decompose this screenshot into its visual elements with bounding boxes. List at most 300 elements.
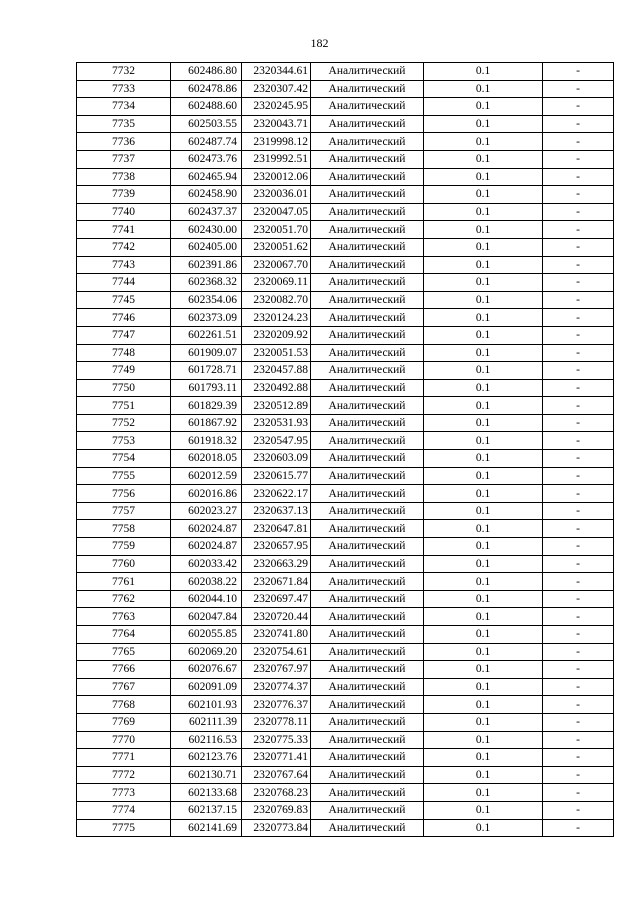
- method-cell: Аналитический: [311, 326, 424, 344]
- x-coordinate-cell: 602487.74: [171, 133, 242, 151]
- note-cell: -: [543, 256, 614, 274]
- accuracy-cell: 0.1: [424, 326, 543, 344]
- x-coordinate-cell: 601867.92: [171, 414, 242, 432]
- method-cell: Аналитический: [311, 450, 424, 468]
- table-row: [77, 274, 614, 292]
- table-row: [77, 63, 614, 81]
- table-row: [77, 766, 614, 784]
- note-cell: -: [543, 115, 614, 133]
- accuracy-cell: 0.1: [424, 63, 543, 81]
- table-row: [77, 819, 614, 837]
- accuracy-cell: 0.1: [424, 414, 543, 432]
- y-coordinate-cell: 2320657.95: [242, 538, 311, 556]
- table-row: [77, 485, 614, 503]
- point-number-cell: 7734: [77, 98, 171, 116]
- point-number-cell: 7774: [77, 801, 171, 819]
- method-cell: Аналитический: [311, 186, 424, 204]
- accuracy-cell: 0.1: [424, 362, 543, 380]
- note-cell: -: [543, 414, 614, 432]
- note-cell: -: [543, 555, 614, 573]
- x-coordinate-cell: 602024.87: [171, 520, 242, 538]
- note-cell: -: [543, 203, 614, 221]
- accuracy-cell: 0.1: [424, 626, 543, 644]
- method-cell: Аналитический: [311, 432, 424, 450]
- x-coordinate-cell: 602373.09: [171, 309, 242, 327]
- x-coordinate-cell: 602473.76: [171, 150, 242, 168]
- point-number-cell: 7743: [77, 256, 171, 274]
- point-number-cell: 7765: [77, 643, 171, 661]
- point-number-cell: 7751: [77, 397, 171, 415]
- note-cell: -: [543, 150, 614, 168]
- method-cell: Аналитический: [311, 397, 424, 415]
- point-number-cell: 7733: [77, 80, 171, 98]
- y-coordinate-cell: 2320776.37: [242, 696, 311, 714]
- note-cell: -: [543, 538, 614, 556]
- method-cell: Аналитический: [311, 467, 424, 485]
- x-coordinate-cell: 602465.94: [171, 168, 242, 186]
- y-coordinate-cell: 2320663.29: [242, 555, 311, 573]
- x-coordinate-cell: 602033.42: [171, 555, 242, 573]
- x-coordinate-cell: 602111.39: [171, 713, 242, 731]
- table-row: [77, 678, 614, 696]
- x-coordinate-cell: 602123.76: [171, 749, 242, 767]
- method-cell: Аналитический: [311, 819, 424, 837]
- point-number-cell: 7766: [77, 661, 171, 679]
- note-cell: -: [543, 168, 614, 186]
- point-number-cell: 7756: [77, 485, 171, 503]
- point-number-cell: 7754: [77, 450, 171, 468]
- x-coordinate-cell: 602016.86: [171, 485, 242, 503]
- y-coordinate-cell: 2319992.51: [242, 150, 311, 168]
- accuracy-cell: 0.1: [424, 150, 543, 168]
- accuracy-cell: 0.1: [424, 115, 543, 133]
- note-cell: -: [543, 643, 614, 661]
- point-number-cell: 7737: [77, 150, 171, 168]
- y-coordinate-cell: 2320051.62: [242, 238, 311, 256]
- method-cell: Аналитический: [311, 678, 424, 696]
- y-coordinate-cell: 2320067.70: [242, 256, 311, 274]
- x-coordinate-cell: 602368.32: [171, 274, 242, 292]
- accuracy-cell: 0.1: [424, 590, 543, 608]
- point-number-cell: 7757: [77, 502, 171, 520]
- x-coordinate-cell: 602137.15: [171, 801, 242, 819]
- table-row: [77, 80, 614, 98]
- x-coordinate-cell: 602133.68: [171, 784, 242, 802]
- method-cell: Аналитический: [311, 766, 424, 784]
- method-cell: Аналитический: [311, 485, 424, 503]
- accuracy-cell: 0.1: [424, 238, 543, 256]
- accuracy-cell: 0.1: [424, 309, 543, 327]
- note-cell: -: [543, 819, 614, 837]
- table-row: [77, 661, 614, 679]
- y-coordinate-cell: 2320043.71: [242, 115, 311, 133]
- accuracy-cell: 0.1: [424, 784, 543, 802]
- x-coordinate-cell: 602116.53: [171, 731, 242, 749]
- accuracy-cell: 0.1: [424, 450, 543, 468]
- x-coordinate-cell: 602091.09: [171, 678, 242, 696]
- accuracy-cell: 0.1: [424, 608, 543, 626]
- point-number-cell: 7753: [77, 432, 171, 450]
- note-cell: -: [543, 397, 614, 415]
- point-number-cell: 7773: [77, 784, 171, 802]
- accuracy-cell: 0.1: [424, 538, 543, 556]
- method-cell: Аналитический: [311, 256, 424, 274]
- note-cell: -: [543, 63, 614, 81]
- y-coordinate-cell: 2320741.80: [242, 626, 311, 644]
- y-coordinate-cell: 2320492.88: [242, 379, 311, 397]
- accuracy-cell: 0.1: [424, 186, 543, 204]
- x-coordinate-cell: 602047.84: [171, 608, 242, 626]
- accuracy-cell: 0.1: [424, 379, 543, 397]
- x-coordinate-cell: 602437.37: [171, 203, 242, 221]
- x-coordinate-cell: 601728.71: [171, 362, 242, 380]
- table-row: [77, 326, 614, 344]
- x-coordinate-cell: 602076.67: [171, 661, 242, 679]
- accuracy-cell: 0.1: [424, 397, 543, 415]
- y-coordinate-cell: 2320051.70: [242, 221, 311, 239]
- point-number-cell: 7742: [77, 238, 171, 256]
- note-cell: -: [543, 485, 614, 503]
- y-coordinate-cell: 2320547.95: [242, 432, 311, 450]
- y-coordinate-cell: 2320082.70: [242, 291, 311, 309]
- point-number-cell: 7755: [77, 467, 171, 485]
- point-number-cell: 7770: [77, 731, 171, 749]
- accuracy-cell: 0.1: [424, 203, 543, 221]
- method-cell: Аналитический: [311, 221, 424, 239]
- y-coordinate-cell: 2320245.95: [242, 98, 311, 116]
- point-number-cell: 7759: [77, 538, 171, 556]
- x-coordinate-cell: 602024.87: [171, 538, 242, 556]
- point-number-cell: 7758: [77, 520, 171, 538]
- note-cell: -: [543, 362, 614, 380]
- method-cell: Аналитический: [311, 696, 424, 714]
- accuracy-cell: 0.1: [424, 555, 543, 573]
- x-coordinate-cell: 602018.05: [171, 450, 242, 468]
- y-coordinate-cell: 2320344.61: [242, 63, 311, 81]
- method-cell: Аналитический: [311, 502, 424, 520]
- method-cell: Аналитический: [311, 520, 424, 538]
- point-number-cell: 7775: [77, 819, 171, 837]
- method-cell: Аналитический: [311, 626, 424, 644]
- table-row: [77, 98, 614, 116]
- x-coordinate-cell: 602012.59: [171, 467, 242, 485]
- accuracy-cell: 0.1: [424, 801, 543, 819]
- accuracy-cell: 0.1: [424, 661, 543, 679]
- note-cell: -: [543, 713, 614, 731]
- y-coordinate-cell: 2320697.47: [242, 590, 311, 608]
- accuracy-cell: 0.1: [424, 133, 543, 151]
- note-cell: -: [543, 221, 614, 239]
- accuracy-cell: 0.1: [424, 168, 543, 186]
- accuracy-cell: 0.1: [424, 573, 543, 591]
- y-coordinate-cell: 2320775.33: [242, 731, 311, 749]
- point-number-cell: 7738: [77, 168, 171, 186]
- x-coordinate-cell: 602038.22: [171, 573, 242, 591]
- x-coordinate-cell: 602430.00: [171, 221, 242, 239]
- method-cell: Аналитический: [311, 573, 424, 591]
- method-cell: Аналитический: [311, 784, 424, 802]
- table-row: [77, 186, 614, 204]
- x-coordinate-cell: 602023.27: [171, 502, 242, 520]
- point-number-cell: 7750: [77, 379, 171, 397]
- point-number-cell: 7772: [77, 766, 171, 784]
- y-coordinate-cell: 2320047.05: [242, 203, 311, 221]
- y-coordinate-cell: 2320036.01: [242, 186, 311, 204]
- note-cell: -: [543, 467, 614, 485]
- y-coordinate-cell: 2320615.77: [242, 467, 311, 485]
- accuracy-cell: 0.1: [424, 643, 543, 661]
- method-cell: Аналитический: [311, 731, 424, 749]
- x-coordinate-cell: 602391.86: [171, 256, 242, 274]
- y-coordinate-cell: 2320307.42: [242, 80, 311, 98]
- note-cell: -: [543, 98, 614, 116]
- x-coordinate-cell: 602354.06: [171, 291, 242, 309]
- x-coordinate-cell: 601829.39: [171, 397, 242, 415]
- y-coordinate-cell: 2320209.92: [242, 326, 311, 344]
- note-cell: -: [543, 678, 614, 696]
- table-row: [77, 502, 614, 520]
- method-cell: Аналитический: [311, 63, 424, 81]
- table-row: [77, 784, 614, 802]
- table-row: [77, 749, 614, 767]
- table-row: [77, 713, 614, 731]
- y-coordinate-cell: 2320069.11: [242, 274, 311, 292]
- table-row: [77, 256, 614, 274]
- point-number-cell: 7736: [77, 133, 171, 151]
- note-cell: -: [543, 766, 614, 784]
- x-coordinate-cell: 602405.00: [171, 238, 242, 256]
- table-row: [77, 626, 614, 644]
- note-cell: -: [543, 749, 614, 767]
- x-coordinate-cell: 602044.10: [171, 590, 242, 608]
- accuracy-cell: 0.1: [424, 819, 543, 837]
- table-row: [77, 608, 614, 626]
- x-coordinate-cell: 602488.60: [171, 98, 242, 116]
- table-row: [77, 133, 614, 151]
- table-row: [77, 291, 614, 309]
- method-cell: Аналитический: [311, 590, 424, 608]
- method-cell: Аналитический: [311, 150, 424, 168]
- note-cell: -: [543, 238, 614, 256]
- note-cell: -: [543, 661, 614, 679]
- note-cell: -: [543, 573, 614, 591]
- method-cell: Аналитический: [311, 643, 424, 661]
- x-coordinate-cell: 602261.51: [171, 326, 242, 344]
- y-coordinate-cell: 2320778.11: [242, 713, 311, 731]
- y-coordinate-cell: 2320603.09: [242, 450, 311, 468]
- y-coordinate-cell: 2320773.84: [242, 819, 311, 837]
- table-row: [77, 450, 614, 468]
- table-row: [77, 203, 614, 221]
- point-number-cell: 7740: [77, 203, 171, 221]
- point-number-cell: 7763: [77, 608, 171, 626]
- method-cell: Аналитический: [311, 344, 424, 362]
- point-number-cell: 7761: [77, 573, 171, 591]
- method-cell: Аналитический: [311, 414, 424, 432]
- note-cell: -: [543, 326, 614, 344]
- method-cell: Аналитический: [311, 555, 424, 573]
- table-row: [77, 432, 614, 450]
- point-number-cell: 7745: [77, 291, 171, 309]
- method-cell: Аналитический: [311, 713, 424, 731]
- accuracy-cell: 0.1: [424, 696, 543, 714]
- point-number-cell: 7741: [77, 221, 171, 239]
- table-row: [77, 696, 614, 714]
- accuracy-cell: 0.1: [424, 80, 543, 98]
- x-coordinate-cell: 602503.55: [171, 115, 242, 133]
- method-cell: Аналитический: [311, 203, 424, 221]
- note-cell: -: [543, 309, 614, 327]
- y-coordinate-cell: 2320531.93: [242, 414, 311, 432]
- point-number-cell: 7769: [77, 713, 171, 731]
- x-coordinate-cell: 602141.69: [171, 819, 242, 837]
- y-coordinate-cell: 2320647.81: [242, 520, 311, 538]
- accuracy-cell: 0.1: [424, 432, 543, 450]
- y-coordinate-cell: 2320637.13: [242, 502, 311, 520]
- method-cell: Аналитический: [311, 274, 424, 292]
- note-cell: -: [543, 80, 614, 98]
- accuracy-cell: 0.1: [424, 520, 543, 538]
- table-row: [77, 414, 614, 432]
- method-cell: Аналитический: [311, 291, 424, 309]
- table-row: [77, 555, 614, 573]
- method-cell: Аналитический: [311, 749, 424, 767]
- point-number-cell: 7732: [77, 63, 171, 81]
- point-number-cell: 7747: [77, 326, 171, 344]
- point-number-cell: 7762: [77, 590, 171, 608]
- table-row: [77, 150, 614, 168]
- note-cell: -: [543, 801, 614, 819]
- method-cell: Аналитический: [311, 98, 424, 116]
- x-coordinate-cell: 601909.07: [171, 344, 242, 362]
- y-coordinate-cell: 2320771.41: [242, 749, 311, 767]
- table-row: [77, 238, 614, 256]
- accuracy-cell: 0.1: [424, 467, 543, 485]
- note-cell: -: [543, 608, 614, 626]
- point-number-cell: 7752: [77, 414, 171, 432]
- table-row: [77, 467, 614, 485]
- method-cell: Аналитический: [311, 80, 424, 98]
- note-cell: -: [543, 450, 614, 468]
- accuracy-cell: 0.1: [424, 766, 543, 784]
- accuracy-cell: 0.1: [424, 98, 543, 116]
- table-row: [77, 362, 614, 380]
- table-row: [77, 309, 614, 327]
- point-number-cell: 7764: [77, 626, 171, 644]
- accuracy-cell: 0.1: [424, 678, 543, 696]
- y-coordinate-cell: 2320767.64: [242, 766, 311, 784]
- y-coordinate-cell: 2320622.17: [242, 485, 311, 503]
- point-number-cell: 7771: [77, 749, 171, 767]
- note-cell: -: [543, 520, 614, 538]
- y-coordinate-cell: 2320769.83: [242, 801, 311, 819]
- x-coordinate-cell: 601793.11: [171, 379, 242, 397]
- method-cell: Аналитический: [311, 661, 424, 679]
- note-cell: -: [543, 731, 614, 749]
- table-row: [77, 520, 614, 538]
- y-coordinate-cell: 2319998.12: [242, 133, 311, 151]
- y-coordinate-cell: 2320051.53: [242, 344, 311, 362]
- note-cell: -: [543, 502, 614, 520]
- accuracy-cell: 0.1: [424, 749, 543, 767]
- method-cell: Аналитический: [311, 168, 424, 186]
- y-coordinate-cell: 2320768.23: [242, 784, 311, 802]
- accuracy-cell: 0.1: [424, 291, 543, 309]
- note-cell: -: [543, 626, 614, 644]
- point-number-cell: 7748: [77, 344, 171, 362]
- point-number-cell: 7749: [77, 362, 171, 380]
- accuracy-cell: 0.1: [424, 713, 543, 731]
- note-cell: -: [543, 696, 614, 714]
- table-row: [77, 168, 614, 186]
- point-number-cell: 7767: [77, 678, 171, 696]
- table-row: [77, 573, 614, 591]
- y-coordinate-cell: 2320012.06: [242, 168, 311, 186]
- method-cell: Аналитический: [311, 309, 424, 327]
- note-cell: -: [543, 186, 614, 204]
- note-cell: -: [543, 344, 614, 362]
- y-coordinate-cell: 2320457.88: [242, 362, 311, 380]
- accuracy-cell: 0.1: [424, 274, 543, 292]
- note-cell: -: [543, 784, 614, 802]
- point-number-cell: 7746: [77, 309, 171, 327]
- table-row: [77, 801, 614, 819]
- page-number: 182: [310, 36, 329, 50]
- x-coordinate-cell: 602478.86: [171, 80, 242, 98]
- method-cell: Аналитический: [311, 115, 424, 133]
- coordinates-table: [76, 62, 614, 837]
- method-cell: Аналитический: [311, 379, 424, 397]
- x-coordinate-cell: 602069.20: [171, 643, 242, 661]
- accuracy-cell: 0.1: [424, 256, 543, 274]
- note-cell: -: [543, 432, 614, 450]
- point-number-cell: 7735: [77, 115, 171, 133]
- table-row: [77, 379, 614, 397]
- y-coordinate-cell: 2320754.61: [242, 643, 311, 661]
- x-coordinate-cell: 601918.32: [171, 432, 242, 450]
- method-cell: Аналитический: [311, 801, 424, 819]
- table-row: [77, 731, 614, 749]
- table-row: [77, 115, 614, 133]
- accuracy-cell: 0.1: [424, 221, 543, 239]
- y-coordinate-cell: 2320671.84: [242, 573, 311, 591]
- point-number-cell: 7768: [77, 696, 171, 714]
- y-coordinate-cell: 2320720.44: [242, 608, 311, 626]
- x-coordinate-cell: 602055.85: [171, 626, 242, 644]
- y-coordinate-cell: 2320124.23: [242, 309, 311, 327]
- point-number-cell: 7739: [77, 186, 171, 204]
- y-coordinate-cell: 2320774.37: [242, 678, 311, 696]
- note-cell: -: [543, 590, 614, 608]
- coordinates-table-body: [77, 63, 614, 837]
- accuracy-cell: 0.1: [424, 485, 543, 503]
- point-number-cell: 7744: [77, 274, 171, 292]
- y-coordinate-cell: 2320767.97: [242, 661, 311, 679]
- y-coordinate-cell: 2320512.89: [242, 397, 311, 415]
- note-cell: -: [543, 274, 614, 292]
- method-cell: Аналитический: [311, 238, 424, 256]
- method-cell: Аналитический: [311, 538, 424, 556]
- accuracy-cell: 0.1: [424, 344, 543, 362]
- table-row: [77, 590, 614, 608]
- x-coordinate-cell: 602101.93: [171, 696, 242, 714]
- note-cell: -: [543, 379, 614, 397]
- x-coordinate-cell: 602130.71: [171, 766, 242, 784]
- x-coordinate-cell: 602458.90: [171, 186, 242, 204]
- note-cell: -: [543, 291, 614, 309]
- accuracy-cell: 0.1: [424, 731, 543, 749]
- table-row: [77, 538, 614, 556]
